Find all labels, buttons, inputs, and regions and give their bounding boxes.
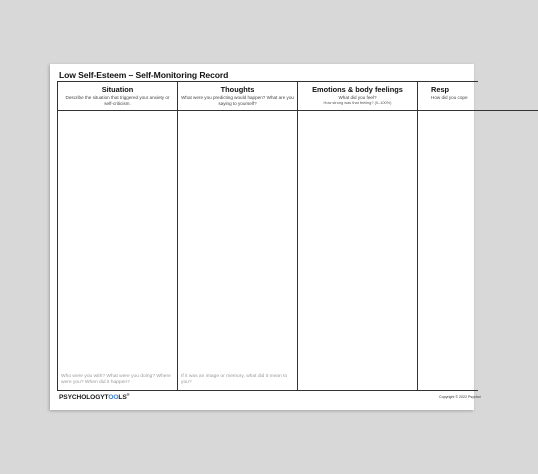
column-situation xyxy=(58,82,178,390)
column-thoughts xyxy=(178,82,298,390)
column-description: What did you feel? xyxy=(338,95,377,100)
column-description: How did you cope xyxy=(431,95,468,100)
column-header-situation xyxy=(58,82,177,111)
column-heading: Resp xyxy=(431,85,450,94)
column-emotions xyxy=(298,82,418,390)
column-heading: Thoughts xyxy=(220,85,255,94)
worksheet-page xyxy=(50,64,481,410)
column-heading: Situation xyxy=(101,85,134,94)
worksheet-title: Low Self-Esteem – Self-Monitoring Record xyxy=(59,70,229,80)
column-heading: Emotions & body feelings xyxy=(312,85,403,94)
column-header-thoughts xyxy=(178,82,297,111)
column-response xyxy=(418,82,538,390)
column-header-emotions xyxy=(298,82,417,111)
record-table xyxy=(57,81,478,391)
column-prompt: If it was an image or memory, what did it mean to you? xyxy=(181,373,288,386)
column-header-response xyxy=(418,82,538,111)
column-description-secondary: How strong was that feeling? (0–100%) xyxy=(323,99,392,105)
psychology-tools-logo: PSYCHOLOGYTOOLS® xyxy=(59,392,130,402)
column-description: Describe the situation that triggered your anxiety or self-criticism. xyxy=(65,95,170,106)
copyright-notice: Copyright © 2022 Psychol xyxy=(439,395,481,399)
column-prompt: Who were you with? What were you doing? Where were you? When did it happen? xyxy=(61,373,171,386)
column-description: What were you predicting would happen? What are you saying to yourself? xyxy=(181,95,294,106)
